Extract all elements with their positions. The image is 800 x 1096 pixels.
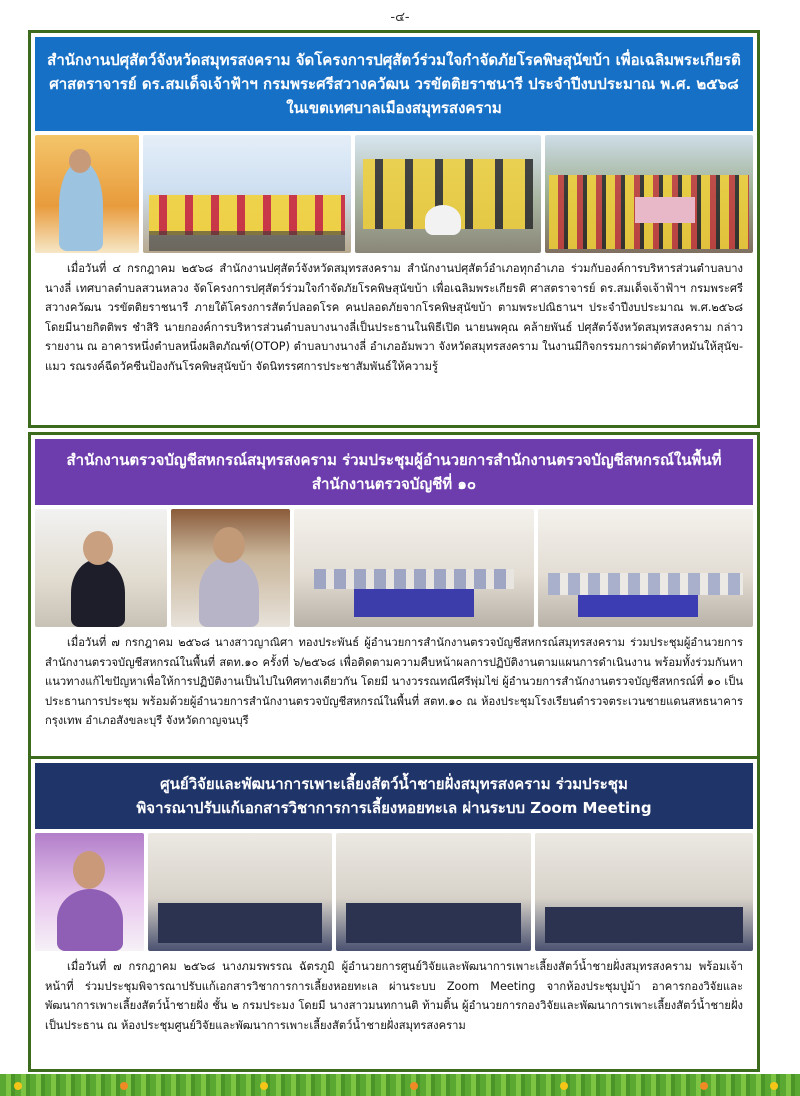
section-title-line: พิจารณาปรับแก้เอกสารวิชาการการเลี้ยงหอยทะเล ผ่านระบบ Zoom Meeting (136, 799, 652, 817)
section-body (45, 957, 743, 1035)
body-text: เมื่อวันที่ ๗ กรกฎาคม ๒๕๖๘ นางสาวญาณิศา ทองประพันธ์ ผู้อำนวยการสำนักงานตรวจบัญชีสหกรณ์สมุทรสงคราม ร่วมประชุมผู้อำนวยการสำนักงานตรวจบัญชีสหกรณ์ในพื้นที่ สตท.๑๐ ครั้งที่ ๖/๒๕๖๘ เพื่อติดตามความคืบหน้าผลการปฏิบัติงานตามแผนการดำเนินงาน พร้อมทั้งร่วมกันหาแนวทางแก้ไขปัญหาเพื่อให้การปฏิบัติงานเป็นไปในทิศทางเดียวกัน โดยมี นางวรรณทณีศรีพุ่มไข่ ผู้อำนวยการสำนักงานตรวจบัญชีสหกรณ์ที่ ๑๐ เป็นประธานการประชุม พร้อมด้วยผู้อำนวยการสำนักงานตรวจบัญชีสหกรณ์ในพื้นที่ สตท.๑๐ ณ ห้องประชุมโรงเรียนตำรวจตระเวนชายแดนสหธนาคารกรุงเทพ อำเภอสังขละบุรี จังหวัดกาญจนบุรี (45, 636, 743, 727)
photo-zoom-room-2 (336, 833, 531, 951)
photo-director-portrait (35, 833, 144, 951)
section-body (45, 633, 743, 731)
body-text: เมื่อวันที่ ๗ กรกฎาคม ๒๕๖๘ นางภมรพรรณ ฉัตรภูมิ ผู้อำนวยการศูนย์วิจัยและพัฒนาการเพาะเลี้ยงสัตว์น้ำชายฝั่งสมุทรสงคราม พร้อมเจ้าหน้าที่ ร่วมประชุมพิจารณาปรับแก้เอกสารวิชาการการเลี้ยงหอยทะเล ผ่านระบบ Zoom Meeting จากห้องประชุมปูม้า อาคารกองวิจัยและพัฒนาการเพาะเลี้ยงสัตว์น้ำชายฝั่ง ชั้น ๒ กรมประมง โดยมี นางสาวมนทกานติ ท้ามติ้น ผู้อำนวยการกองวิจัยและพัฒนาการเพาะเลี้ยงสัตว์น้ำชายฝั่ง เป็นประธาน ณ ห้องประชุมศูนย์วิจัยและพัฒนาการเพาะเลี้ยงสัตว์น้ำชายฝั่งสมุทรสงคราม (45, 960, 743, 1032)
news-section-audit (28, 432, 760, 774)
section-title-line: ศาสตราจารย์ ดร.สมเด็จเจ้าฟ้าฯ กรมพระศรีสวางควัฒน วรขัตติยราชนารี ประจำปีงบประมาณ พ.ศ. ๒๕๖๘ (49, 75, 739, 93)
photo-zoom-room-1 (148, 833, 332, 951)
photo-director-portrait (35, 509, 167, 627)
section-body (45, 259, 743, 376)
section-title-line: สำนักงานตรวจบัญชีที่ ๑๐ (311, 475, 477, 493)
photo-strip (35, 135, 753, 253)
news-section-livestock (28, 30, 760, 428)
section-title-line: สำนักงานปศุสัตว์จังหวัดสมุทรสงคราม จัดโครงการปศุสัตว์ร่วมใจกำจัดภัยโรคพิษสุนัขบ้า เพื่อเฉลิมพระเกียรติ (47, 51, 741, 69)
photo-meeting-table (538, 509, 753, 627)
section-title-banner (35, 37, 753, 131)
section-title-banner (35, 763, 753, 829)
page-number: -๔- (390, 10, 410, 25)
photo-group-hall (143, 135, 351, 253)
photo-zoom-room-3 (535, 833, 753, 951)
photo-speaker (35, 135, 139, 253)
photo-strip (35, 833, 753, 951)
photo-meeting-room (294, 509, 533, 627)
photo-parade (545, 135, 753, 253)
photo-outdoor-dog (355, 135, 540, 253)
photo-meeting-close (171, 509, 291, 627)
section-title-line: ศูนย์วิจัยและพัฒนาการเพาะเลี้ยงสัตว์น้ำชายฝั่งสมุทรสงคราม ร่วมประชุม (160, 775, 628, 793)
news-section-aquaculture (28, 756, 760, 1072)
body-text: เมื่อวันที่ ๔ กรกฎาคม ๒๕๖๘ สำนักงานปศุสัตว์จังหวัดสมุทรสงคราม สำนักงานปศุสัตว์อำเภอทุกอำเภอ ร่วมกับองค์การบริหารส่วนตำบลบางนางลี่ เทศบาลตำบลสวนหลวง จัดโครงการปศุสัตว์ร่วมใจกำจัดภัยโรคพิษสุนัขบ้า เพื่อเฉลิมพระเกียรติ ศาสตราจารย์ ดร.สมเด็จเจ้าฟ้าฯ กรมพระศรีสวางควัฒน วรขัตติยราชนารี ภายใต้โครงการสัตว์ปลอดโรค คนปลอดภัยจากโรคพิษสุนัขบ้า ตามพระปณิธานฯ ประจำปีงบประมาณ พ.ศ.๒๕๖๘ โดยมีนายกิตติพร ชำสิริ นายกองค์การบริหารส่วนตำบลบางนางลี่เป็นประธานในพิธีเปิด นายนพคุณ คล้ายพันธ์ ปศุสัตว์จังหวัดสมุทรสงคราม กล่าวรายงาน ณ อาคารหนึ่งตำบลหนึ่งผลิตภัณฑ์(OTOP) ตำบลบางนางลี่ อำเภออัมพวา จังหวัดสมุทรสงคราม ในงานมีกิจกรรมการผ่าตัดทำหมันให้สุนัข-แมว รณรงค์ฉีดวัคซีนป้องกันโรคพิษสุนัขบ้า จัดนิทรรศการประชาสัมพันธ์ให้ความรู้ (45, 262, 743, 373)
section-title-line: ในเขตเทศบาลเมืองสมุทรสงคราม (286, 99, 502, 117)
footer-grass-decoration (0, 1074, 800, 1096)
section-title-line: สำนักงานตรวจบัญชีสหกรณ์สมุทรสงคราม ร่วมประชุมผู้อำนวยการสำนักงานตรวจบัญชีสหกรณ์ในพื้นที่ (66, 451, 722, 469)
section-title-banner (35, 439, 753, 505)
photo-strip (35, 509, 753, 627)
